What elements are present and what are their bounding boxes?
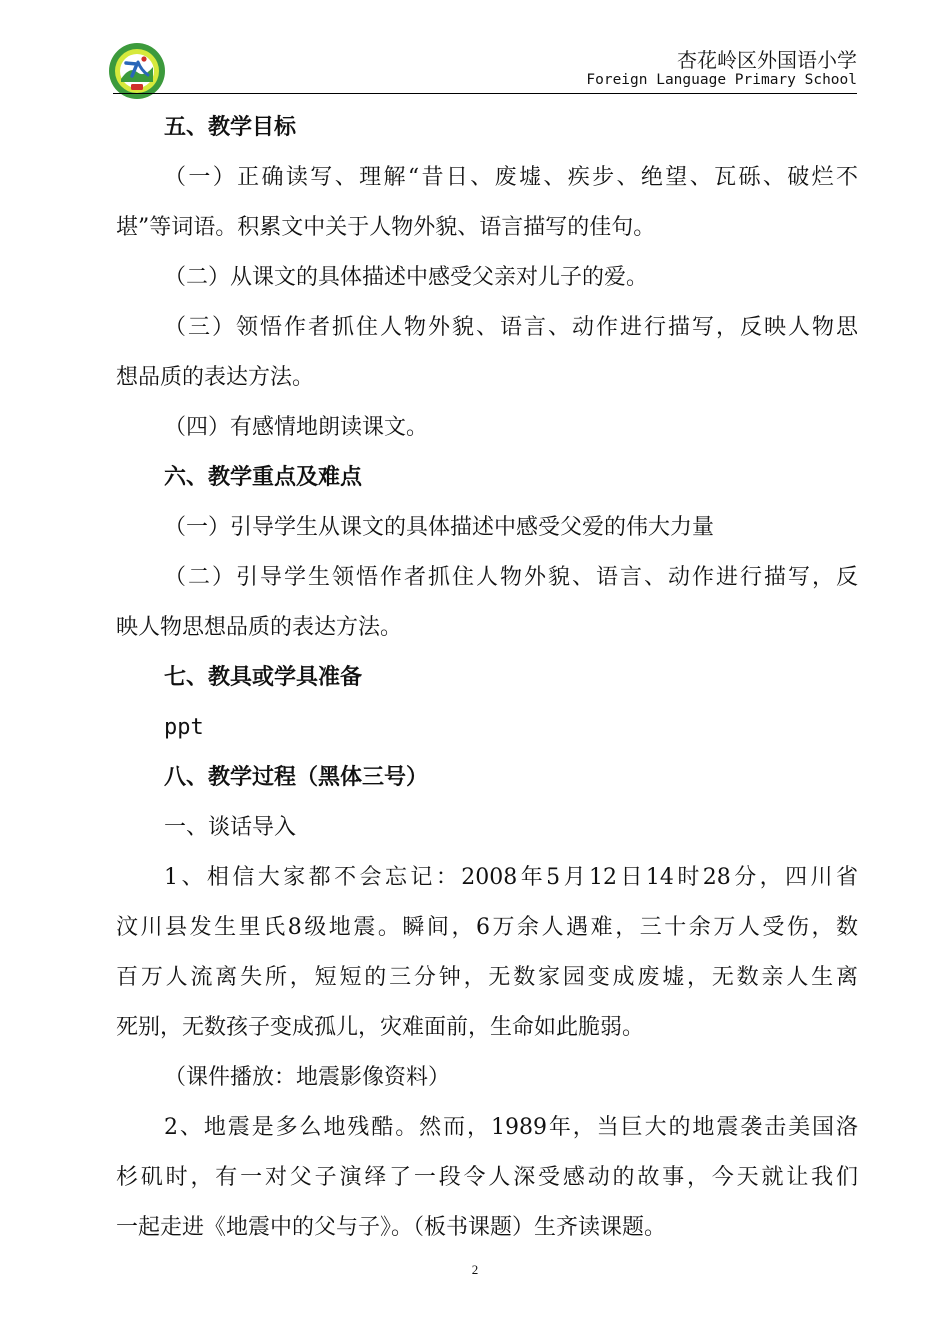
heading-teaching-goals: 五、教学目标 [164, 115, 297, 140]
page-number: 2 [471, 1262, 479, 1277]
heading-teaching-process: 八、教学过程（黑体三号） [164, 765, 429, 790]
header-divider [113, 93, 857, 94]
paragraph-line: 一起走进《地震中的父与子》。（板书课题）生齐读课题。 [116, 1215, 667, 1240]
paragraph-line: 2、地震是多么地残酷。然而，1989年，当巨大的地震袭击美国洛 [164, 1115, 858, 1140]
paragraph-line: （二）从课文的具体描述中感受父亲对儿子的爱。 [164, 265, 649, 290]
paragraph-line: 百万人流离失所，短短的三分钟，无数家园变成废墟，无数亲人生离 [116, 965, 858, 990]
paragraph-line: 1、相信大家都不会忘记：2008年5月12日14时28分，四川省 [164, 865, 858, 890]
paragraph-line: 死别，无数孩子变成孤儿，灾难面前，生命如此脆弱。 [116, 1015, 645, 1040]
paragraph-line: 映人物思想品质的表达方法。 [116, 615, 403, 640]
paragraph-line: 堪”等词语。积累文中关于人物外貌、语言描写的佳句。 [116, 215, 656, 240]
paragraph-line: （一）引导学生从课文的具体描述中感受父爱的伟大力量 [164, 515, 715, 540]
school-logo-icon [108, 42, 166, 100]
paragraph-line: 想品质的表达方法。 [116, 365, 315, 390]
school-name: 杏花岭区外国语小学 [677, 48, 857, 72]
heading-key-points: 六、教学重点及难点 [164, 465, 363, 490]
paragraph-line: 汶川县发生里氏8级地震。瞬间，6万余人遇难，三十余万人受伤，数 [116, 915, 858, 940]
paragraph-line: ppt [164, 715, 204, 740]
heading-teaching-aids: 七、教具或学具准备 [164, 665, 363, 690]
paragraph-line: （二）引导学生领悟作者抓住人物外貌、语言、动作进行描写，反 [164, 565, 858, 590]
paragraph-line: （一）正确读写、理解“昔日、废墟、疾步、绝望、瓦砾、破烂不 [164, 165, 858, 190]
paragraph-line: （三）领悟作者抓住人物外貌、语言、动作进行描写，反映人物思 [164, 315, 858, 340]
paragraph-line: （课件播放：地震影像资料） [164, 1065, 451, 1090]
paragraph-line: 一、谈话导入 [164, 815, 297, 840]
paragraph-line: （四）有感情地朗读课文。 [164, 415, 429, 440]
document-body [116, 103, 858, 1253]
school-name-english: Foreign Language Primary School [586, 72, 857, 88]
paragraph-line: 杉矶时，有一对父子演绎了一段令人深受感动的故事，今天就让我们 [116, 1165, 858, 1190]
